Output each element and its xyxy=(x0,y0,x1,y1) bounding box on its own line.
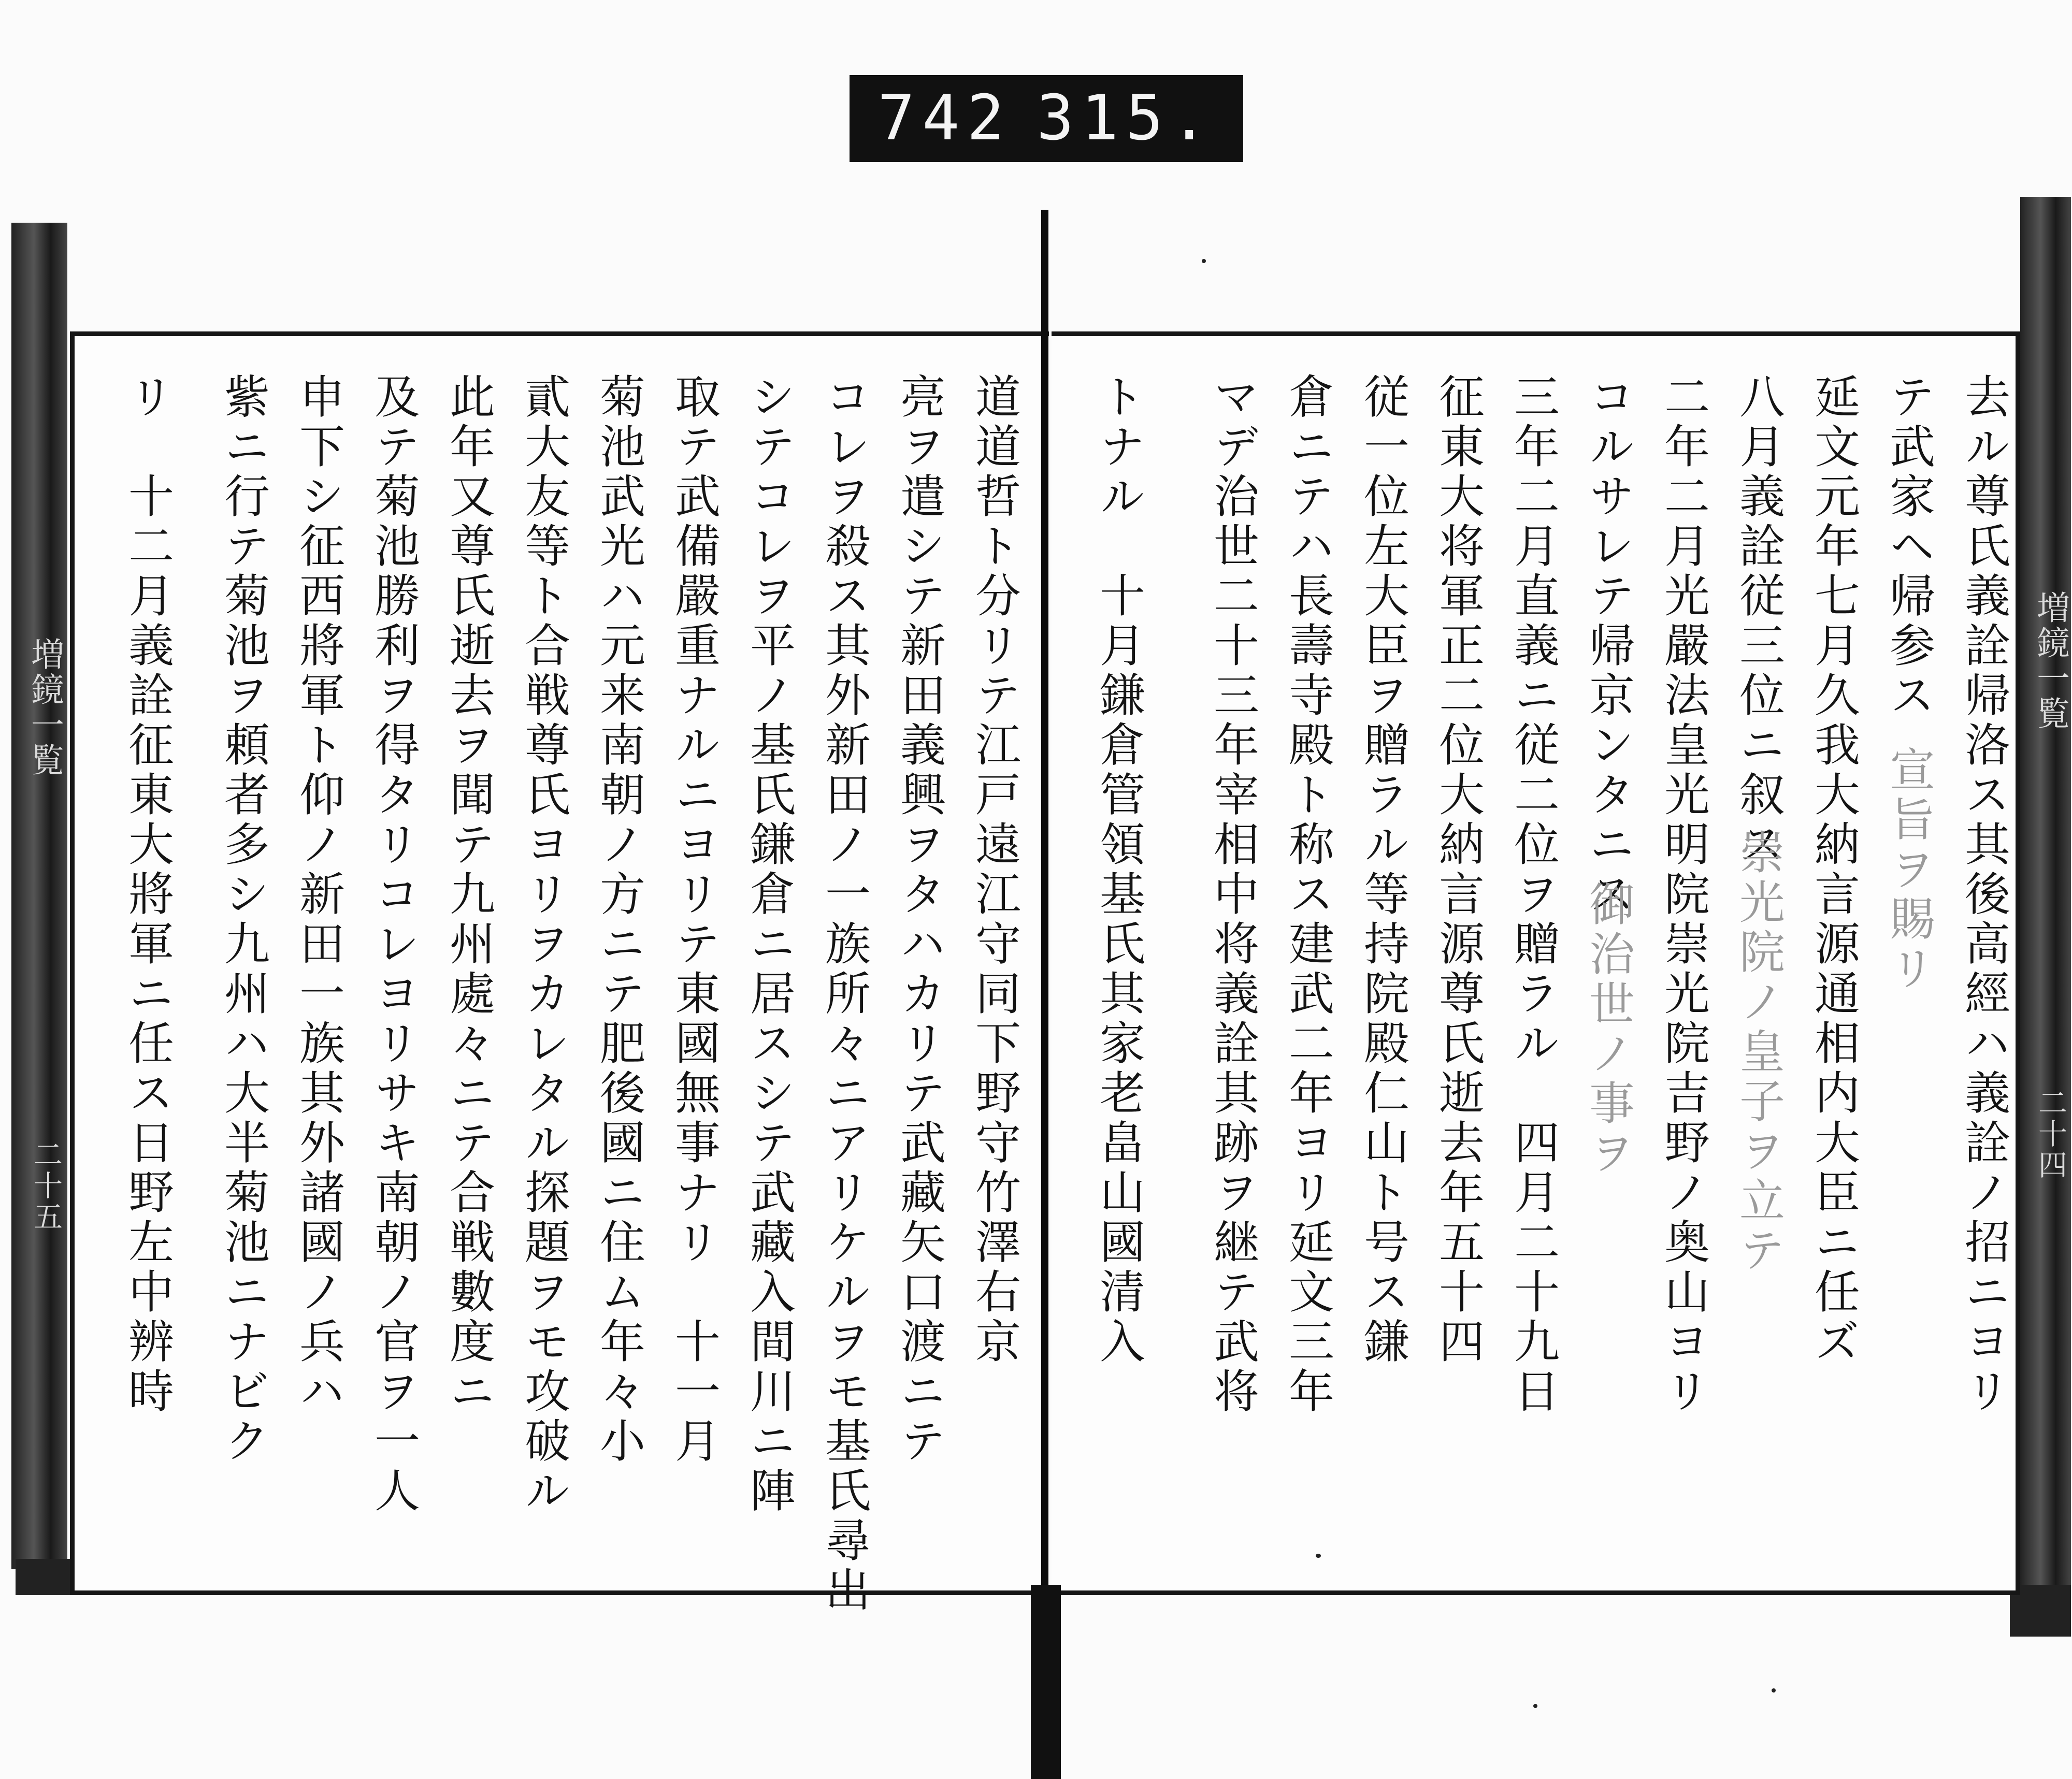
text-column: 征東大将軍正二位大納言源尊氏逝去年五十四 xyxy=(1432,373,1485,1367)
scan-speck xyxy=(1533,1704,1537,1708)
binding-block xyxy=(1031,1585,1061,1779)
text-column: 取テ武備嚴重ナルニヨリテ東國無事ナリ 十一月 xyxy=(668,373,721,1467)
left-page-number: 二十五 xyxy=(29,1139,63,1233)
text-column: 道道哲ト分リテ江戸遠江守同下野守竹澤右京 xyxy=(968,373,1021,1367)
text-column: 二年二月光嚴法皇光明院崇光院吉野ノ奥山ヨリ xyxy=(1657,373,1710,1417)
text-column: 申下シ征西將軍ト仰ノ新田一族其外諸國ノ兵ハ xyxy=(292,373,346,1417)
left-page-header: 増鏡一覧 xyxy=(25,637,64,778)
right-book-edge xyxy=(2020,197,2071,1621)
text-column: 此年又尊氏逝去ヲ聞テ九州處々ニテ合戦數度ニ xyxy=(442,373,496,1417)
scan-speck xyxy=(1202,259,1206,263)
text-column: リ 十二月義詮征東大將軍ニ任ス日野左中辨時 xyxy=(121,373,175,1417)
left-edge-foot xyxy=(16,1559,73,1595)
catalog-number-left: 742 xyxy=(877,82,1012,154)
text-column: 菊池武光ハ元来南朝ノ方ニテ肥後國ニ住ム年々小 xyxy=(593,373,646,1467)
text-column: テ武家ヘ帰参ス xyxy=(1882,373,1936,721)
binding-line xyxy=(1041,210,1048,1670)
left-book-edge xyxy=(11,223,67,1569)
scan-speck xyxy=(1772,1688,1776,1693)
text-column: トナル 十月鎌倉管領基氏其家老畠山國清入 xyxy=(1092,373,1146,1367)
text-column: 貳大友等ト合戦尊氏ヨリヲカレタル探題ヲモ攻破ル xyxy=(517,373,571,1516)
right-page-number: 二十四 xyxy=(2034,1088,2067,1181)
faint-text-column: 御治世ノ事ヲ xyxy=(1582,880,1635,1179)
faint-text-column: 崇光院ノ皇子ヲ立テ xyxy=(1732,829,1786,1276)
text-column: マデ治世二十三年宰相中将義詮其跡ヲ継テ武将 xyxy=(1206,373,1260,1417)
text-column: シテコレヲ平ノ基氏鎌倉ニ居スシテ武藏入間川ニ陣 xyxy=(743,373,796,1516)
text-column: コルサレテ帰京ンタニス xyxy=(1582,373,1635,920)
text-column: コレヲ殺ス其外新田ノ一族所々ニアリケルヲモ基氏尋出 xyxy=(818,373,871,1616)
scan-speck xyxy=(1316,1554,1321,1558)
text-column: 及テ菊池勝利ヲ得タリコレヨリサキ南朝ノ官ヲ一人 xyxy=(367,373,421,1516)
text-column: 延文元年七月久我大納言源通相内大臣ニ任ズ xyxy=(1807,373,1861,1367)
text-column: 八月義詮従三位ニ叙ス xyxy=(1732,373,1786,870)
faint-text-column: 宣旨ヲ賜リ xyxy=(1882,746,1936,994)
catalog-number-right: 315. xyxy=(1036,82,1215,154)
text-column: 亮ヲ遣シテ新田義興ヲタハカリテ武藏矢口渡ニテ xyxy=(893,373,946,1467)
text-column: 三年二月直義ニ従二位ヲ贈ラル 四月二十九日 xyxy=(1507,373,1560,1417)
text-column: 倉ニテハ長壽寺殿ト称ス建武二年ヨリ延文三年 xyxy=(1282,373,1335,1417)
catalog-number-label xyxy=(850,75,1243,162)
right-page-header: 増鏡一覧 xyxy=(2031,590,2069,731)
text-column: 紫ニ行テ菊池ヲ頼者多シ九州ハ大半菊池ニナビク xyxy=(217,373,270,1467)
text-column: 従一位左大臣ヲ贈ラル等持院殿仁山ト号ス鎌 xyxy=(1357,373,1410,1367)
text-column: 去ル尊氏義詮帰洛ス其後高經ハ義詮ノ招ニヨリ xyxy=(1958,373,2011,1417)
